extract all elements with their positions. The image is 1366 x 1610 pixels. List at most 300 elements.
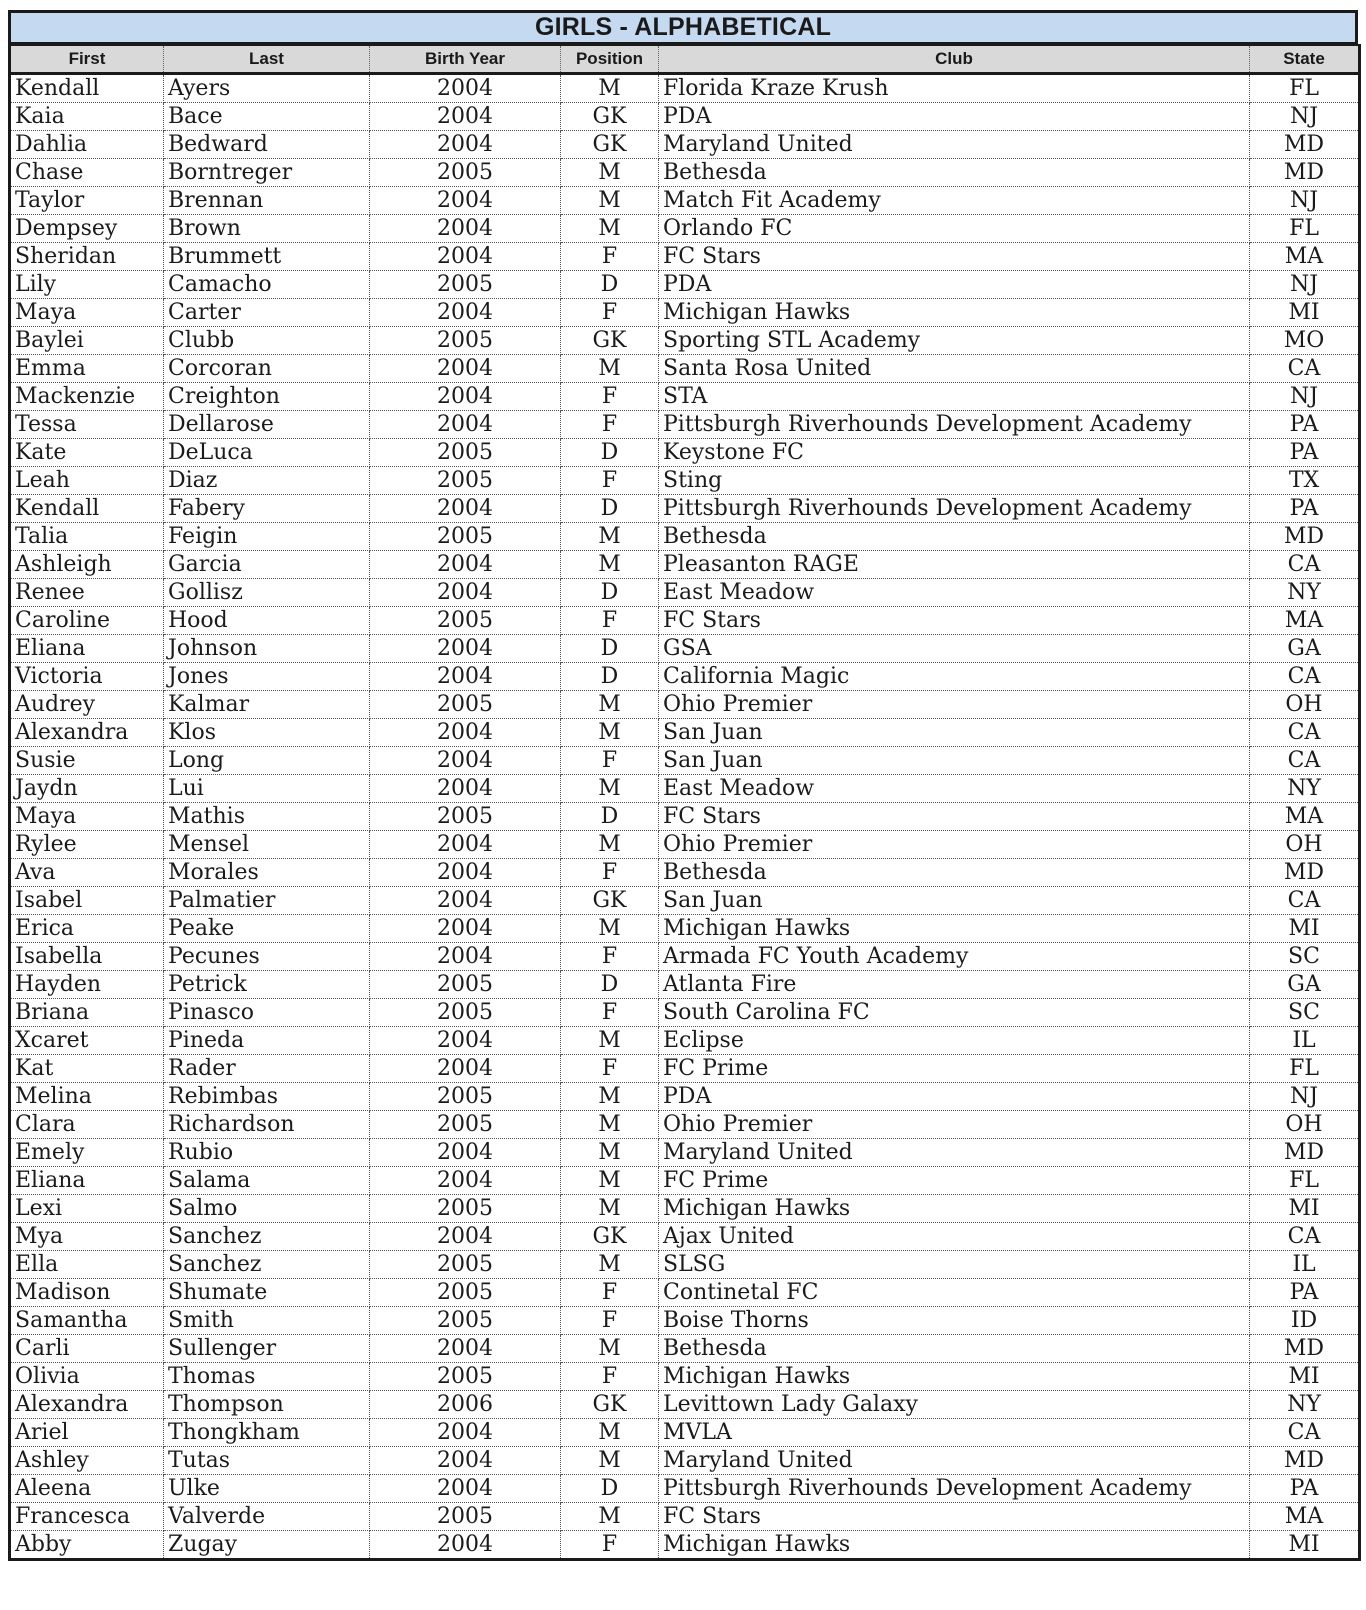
table-row — [10, 159, 1360, 187]
cell-state: SC — [1250, 999, 1360, 1027]
cell-position: D — [561, 439, 659, 467]
cell-last: Fabery — [164, 495, 370, 523]
cell-club: STA — [659, 383, 1250, 411]
cell-position: F — [561, 1363, 659, 1391]
cell-first: Ella — [10, 1251, 164, 1279]
cell-last: Klos — [164, 719, 370, 747]
cell-position: M — [561, 355, 659, 383]
table-row — [10, 1335, 1360, 1363]
cell-position: M — [561, 1251, 659, 1279]
cell-position: F — [561, 243, 659, 271]
cell-birth-year: 2005 — [370, 1363, 561, 1391]
cell-birth-year: 2004 — [370, 915, 561, 943]
cell-birth-year: 2005 — [370, 1195, 561, 1223]
cell-first: Emely — [10, 1139, 164, 1167]
cell-position: M — [561, 1139, 659, 1167]
cell-first: Talia — [10, 523, 164, 551]
cell-last: Johnson — [164, 635, 370, 663]
cell-birth-year: 2004 — [370, 103, 561, 131]
cell-club: Ohio Premier — [659, 1111, 1250, 1139]
cell-state: IL — [1250, 1251, 1360, 1279]
cell-state: NJ — [1250, 103, 1360, 131]
cell-state: NJ — [1250, 187, 1360, 215]
table-row — [10, 1223, 1360, 1251]
cell-state: MI — [1250, 1195, 1360, 1223]
cell-state: MD — [1250, 523, 1360, 551]
cell-birth-year: 2004 — [370, 1475, 561, 1503]
cell-club: Pleasanton RAGE — [659, 551, 1250, 579]
cell-first: Lexi — [10, 1195, 164, 1223]
cell-birth-year: 2004 — [370, 719, 561, 747]
cell-first: Clara — [10, 1111, 164, 1139]
cell-last: Morales — [164, 859, 370, 887]
table-row — [10, 215, 1360, 243]
cell-position: M — [561, 775, 659, 803]
cell-birth-year: 2005 — [370, 1279, 561, 1307]
cell-last: Diaz — [164, 467, 370, 495]
cell-last: Gollisz — [164, 579, 370, 607]
cell-last: Mathis — [164, 803, 370, 831]
cell-club: Michigan Hawks — [659, 1195, 1250, 1223]
cell-birth-year: 2004 — [370, 1027, 561, 1055]
cell-last: Shumate — [164, 1279, 370, 1307]
cell-last: Salmo — [164, 1195, 370, 1223]
cell-club: FC Stars — [659, 803, 1250, 831]
table-row — [10, 551, 1360, 579]
cell-first: Isabel — [10, 887, 164, 915]
table-row — [10, 355, 1360, 383]
cell-birth-year: 2004 — [370, 1139, 561, 1167]
cell-birth-year: 2005 — [370, 971, 561, 999]
cell-club: PDA — [659, 271, 1250, 299]
cell-club: FC Stars — [659, 1503, 1250, 1531]
cell-last: Pecunes — [164, 943, 370, 971]
cell-birth-year: 2004 — [370, 1223, 561, 1251]
column-header-birth-year: Birth Year — [370, 45, 561, 74]
cell-state: MI — [1250, 299, 1360, 327]
cell-position: M — [561, 1083, 659, 1111]
cell-birth-year: 2004 — [370, 1055, 561, 1083]
cell-state: NJ — [1250, 383, 1360, 411]
cell-club: Ohio Premier — [659, 831, 1250, 859]
cell-last: Feigin — [164, 523, 370, 551]
cell-first: Kendall — [10, 74, 164, 103]
cell-birth-year: 2005 — [370, 1083, 561, 1111]
table-row — [10, 495, 1360, 523]
table-row — [10, 999, 1360, 1027]
cell-first: Victoria — [10, 663, 164, 691]
cell-first: Melina — [10, 1083, 164, 1111]
cell-first: Kendall — [10, 495, 164, 523]
cell-club: Bethesda — [659, 1335, 1250, 1363]
cell-first: Emma — [10, 355, 164, 383]
cell-first: Dempsey — [10, 215, 164, 243]
cell-first: Maya — [10, 803, 164, 831]
cell-club: FC Prime — [659, 1167, 1250, 1195]
cell-birth-year: 2004 — [370, 775, 561, 803]
cell-position: M — [561, 719, 659, 747]
cell-birth-year: 2004 — [370, 1167, 561, 1195]
cell-position: F — [561, 999, 659, 1027]
cell-position: M — [561, 187, 659, 215]
cell-club: Keystone FC — [659, 439, 1250, 467]
cell-position: GK — [561, 887, 659, 915]
cell-club: FC Stars — [659, 607, 1250, 635]
cell-club: Florida Kraze Krush — [659, 74, 1250, 103]
cell-position: M — [561, 1419, 659, 1447]
cell-first: Isabella — [10, 943, 164, 971]
table-row — [10, 1055, 1360, 1083]
cell-birth-year: 2004 — [370, 579, 561, 607]
cell-birth-year: 2004 — [370, 663, 561, 691]
cell-first: Olivia — [10, 1363, 164, 1391]
cell-club: FC Prime — [659, 1055, 1250, 1083]
cell-first: Lily — [10, 271, 164, 299]
cell-birth-year: 2005 — [370, 159, 561, 187]
cell-birth-year: 2004 — [370, 943, 561, 971]
cell-first: Ava — [10, 859, 164, 887]
cell-first: Samantha — [10, 1307, 164, 1335]
cell-club: South Carolina FC — [659, 999, 1250, 1027]
cell-position: D — [561, 803, 659, 831]
cell-position: M — [561, 1447, 659, 1475]
cell-club: SLSG — [659, 1251, 1250, 1279]
cell-club: FC Stars — [659, 243, 1250, 271]
table-row — [10, 607, 1360, 635]
cell-first: Alexandra — [10, 1391, 164, 1419]
cell-state: MD — [1250, 159, 1360, 187]
cell-position: M — [561, 1503, 659, 1531]
table-row — [10, 859, 1360, 887]
table-row — [10, 775, 1360, 803]
cell-last: Brummett — [164, 243, 370, 271]
cell-last: Brennan — [164, 187, 370, 215]
table-row — [10, 299, 1360, 327]
cell-first: Jaydn — [10, 775, 164, 803]
cell-club: Ohio Premier — [659, 691, 1250, 719]
cell-position: F — [561, 1531, 659, 1560]
cell-birth-year: 2004 — [370, 1447, 561, 1475]
table-row — [10, 1027, 1360, 1055]
cell-club: Michigan Hawks — [659, 299, 1250, 327]
cell-birth-year: 2004 — [370, 1419, 561, 1447]
cell-last: Rader — [164, 1055, 370, 1083]
cell-last: Corcoran — [164, 355, 370, 383]
cell-position: F — [561, 747, 659, 775]
cell-state: MA — [1250, 1503, 1360, 1531]
cell-birth-year: 2005 — [370, 999, 561, 1027]
cell-last: Pineda — [164, 1027, 370, 1055]
table-row — [10, 1447, 1360, 1475]
cell-birth-year: 2005 — [370, 691, 561, 719]
cell-last: Bedward — [164, 131, 370, 159]
cell-club: Santa Rosa United — [659, 355, 1250, 383]
cell-first: Maya — [10, 299, 164, 327]
cell-state: NJ — [1250, 271, 1360, 299]
cell-last: Petrick — [164, 971, 370, 999]
cell-club: Michigan Hawks — [659, 1363, 1250, 1391]
cell-position: F — [561, 411, 659, 439]
cell-first: Ariel — [10, 1419, 164, 1447]
cell-state: PA — [1250, 1475, 1360, 1503]
cell-position: D — [561, 971, 659, 999]
cell-last: Rubio — [164, 1139, 370, 1167]
cell-position: F — [561, 1307, 659, 1335]
table-row — [10, 1307, 1360, 1335]
cell-birth-year: 2004 — [370, 747, 561, 775]
table-row — [10, 131, 1360, 159]
cell-birth-year: 2004 — [370, 131, 561, 159]
cell-club: California Magic — [659, 663, 1250, 691]
table-row — [10, 74, 1360, 103]
table-row — [10, 1475, 1360, 1503]
cell-state: MI — [1250, 915, 1360, 943]
cell-state: GA — [1250, 635, 1360, 663]
cell-position: M — [561, 551, 659, 579]
cell-club: MVLA — [659, 1419, 1250, 1447]
cell-first: Kaia — [10, 103, 164, 131]
cell-club: Pittsburgh Riverhounds Development Academy — [659, 495, 1250, 523]
cell-club: Pittsburgh Riverhounds Development Academy — [659, 1475, 1250, 1503]
table-row — [10, 971, 1360, 999]
cell-position: M — [561, 915, 659, 943]
cell-state: NY — [1250, 775, 1360, 803]
cell-club: San Juan — [659, 887, 1250, 915]
cell-position: F — [561, 467, 659, 495]
cell-last: Carter — [164, 299, 370, 327]
cell-birth-year: 2004 — [370, 635, 561, 663]
cell-first: Dahlia — [10, 131, 164, 159]
cell-state: MD — [1250, 859, 1360, 887]
table-row — [10, 1391, 1360, 1419]
cell-club: Bethesda — [659, 159, 1250, 187]
table-row — [10, 579, 1360, 607]
cell-birth-year: 2004 — [370, 243, 561, 271]
cell-first: Ashleigh — [10, 551, 164, 579]
cell-state: MA — [1250, 607, 1360, 635]
cell-club: PDA — [659, 103, 1250, 131]
cell-state: MA — [1250, 243, 1360, 271]
cell-first: Audrey — [10, 691, 164, 719]
cell-club: Sting — [659, 467, 1250, 495]
cell-position: D — [561, 271, 659, 299]
column-header-position: Position — [561, 45, 659, 74]
cell-state: MI — [1250, 1531, 1360, 1560]
table-row — [10, 411, 1360, 439]
cell-position: D — [561, 579, 659, 607]
cell-last: Thompson — [164, 1391, 370, 1419]
cell-first: Caroline — [10, 607, 164, 635]
cell-state: MD — [1250, 1139, 1360, 1167]
cell-position: M — [561, 831, 659, 859]
cell-state: GA — [1250, 971, 1360, 999]
cell-state: NJ — [1250, 1083, 1360, 1111]
cell-position: M — [561, 74, 659, 103]
cell-state: CA — [1250, 355, 1360, 383]
table-row — [10, 1167, 1360, 1195]
cell-club: San Juan — [659, 747, 1250, 775]
cell-first: Madison — [10, 1279, 164, 1307]
cell-state: FL — [1250, 1055, 1360, 1083]
cell-last: Borntreger — [164, 159, 370, 187]
cell-birth-year: 2005 — [370, 803, 561, 831]
cell-birth-year: 2004 — [370, 495, 561, 523]
cell-last: Pinasco — [164, 999, 370, 1027]
table-row — [10, 1195, 1360, 1223]
table-row — [10, 1503, 1360, 1531]
cell-last: Peake — [164, 915, 370, 943]
cell-last: Salama — [164, 1167, 370, 1195]
cell-state: SC — [1250, 943, 1360, 971]
cell-state: PA — [1250, 411, 1360, 439]
cell-state: NY — [1250, 1391, 1360, 1419]
cell-position: M — [561, 1167, 659, 1195]
cell-club: Levittown Lady Galaxy — [659, 1391, 1250, 1419]
cell-first: Eliana — [10, 1167, 164, 1195]
cell-first: Taylor — [10, 187, 164, 215]
cell-first: Kate — [10, 439, 164, 467]
roster-table — [8, 44, 1361, 1561]
cell-last: Thomas — [164, 1363, 370, 1391]
cell-birth-year: 2005 — [370, 439, 561, 467]
cell-club: Bethesda — [659, 523, 1250, 551]
cell-last: Lui — [164, 775, 370, 803]
cell-position: D — [561, 635, 659, 663]
sheet-title: GIRLS - ALPHABETICAL — [8, 10, 1358, 44]
cell-state: PA — [1250, 439, 1360, 467]
cell-club: East Meadow — [659, 775, 1250, 803]
cell-position: M — [561, 1027, 659, 1055]
cell-birth-year: 2004 — [370, 215, 561, 243]
table-row — [10, 1251, 1360, 1279]
cell-birth-year: 2005 — [370, 1251, 561, 1279]
table-row — [10, 887, 1360, 915]
cell-first: Alexandra — [10, 719, 164, 747]
table-row — [10, 831, 1360, 859]
cell-state: OH — [1250, 831, 1360, 859]
cell-last: Dellarose — [164, 411, 370, 439]
cell-club: Ajax United — [659, 1223, 1250, 1251]
cell-first: Briana — [10, 999, 164, 1027]
column-header-club: Club — [659, 45, 1250, 74]
table-row — [10, 1279, 1360, 1307]
cell-club: Michigan Hawks — [659, 915, 1250, 943]
cell-state: MA — [1250, 803, 1360, 831]
cell-last: Valverde — [164, 1503, 370, 1531]
cell-club: Armada FC Youth Academy — [659, 943, 1250, 971]
cell-last: Rebimbas — [164, 1083, 370, 1111]
table-row — [10, 1111, 1360, 1139]
cell-state: MD — [1250, 1335, 1360, 1363]
cell-birth-year: 2004 — [370, 1335, 561, 1363]
cell-state: IL — [1250, 1027, 1360, 1055]
cell-last: Sullenger — [164, 1335, 370, 1363]
cell-last: Sanchez — [164, 1223, 370, 1251]
cell-position: D — [561, 495, 659, 523]
table-row — [10, 1139, 1360, 1167]
table-row — [10, 243, 1360, 271]
cell-first: Aleena — [10, 1475, 164, 1503]
cell-position: GK — [561, 1223, 659, 1251]
cell-birth-year: 2005 — [370, 467, 561, 495]
cell-state: CA — [1250, 1419, 1360, 1447]
column-header-last: Last — [164, 45, 370, 74]
cell-club: Eclipse — [659, 1027, 1250, 1055]
cell-birth-year: 2005 — [370, 523, 561, 551]
column-header-first: First — [10, 45, 164, 74]
column-header-state: State — [1250, 45, 1360, 74]
table-row — [10, 439, 1360, 467]
cell-state: MD — [1250, 131, 1360, 159]
cell-club: East Meadow — [659, 579, 1250, 607]
cell-position: M — [561, 159, 659, 187]
cell-position: F — [561, 943, 659, 971]
cell-birth-year: 2005 — [370, 327, 561, 355]
cell-last: DeLuca — [164, 439, 370, 467]
cell-last: Ulke — [164, 1475, 370, 1503]
cell-state: CA — [1250, 719, 1360, 747]
cell-last: Kalmar — [164, 691, 370, 719]
cell-first: Chase — [10, 159, 164, 187]
cell-state: CA — [1250, 663, 1360, 691]
cell-birth-year: 2004 — [370, 551, 561, 579]
cell-first: Baylei — [10, 327, 164, 355]
table-row — [10, 1419, 1360, 1447]
cell-birth-year: 2006 — [370, 1391, 561, 1419]
cell-club: Sporting STL Academy — [659, 327, 1250, 355]
table-row — [10, 747, 1360, 775]
cell-state: FL — [1250, 215, 1360, 243]
cell-last: Clubb — [164, 327, 370, 355]
cell-club: Maryland United — [659, 1447, 1250, 1475]
cell-last: Mensel — [164, 831, 370, 859]
cell-last: Long — [164, 747, 370, 775]
cell-position: M — [561, 1335, 659, 1363]
cell-state: CA — [1250, 551, 1360, 579]
cell-birth-year: 2004 — [370, 299, 561, 327]
cell-position: M — [561, 1111, 659, 1139]
cell-state: CA — [1250, 887, 1360, 915]
cell-state: FL — [1250, 1167, 1360, 1195]
cell-state: CA — [1250, 1223, 1360, 1251]
cell-first: Francesca — [10, 1503, 164, 1531]
cell-birth-year: 2004 — [370, 831, 561, 859]
cell-state: NY — [1250, 579, 1360, 607]
cell-last: Thongkham — [164, 1419, 370, 1447]
cell-club: Maryland United — [659, 131, 1250, 159]
table-row — [10, 103, 1360, 131]
cell-last: Bace — [164, 103, 370, 131]
cell-position: F — [561, 859, 659, 887]
cell-state: MO — [1250, 327, 1360, 355]
cell-first: Ashley — [10, 1447, 164, 1475]
table-row — [10, 915, 1360, 943]
cell-birth-year: 2004 — [370, 411, 561, 439]
cell-last: Camacho — [164, 271, 370, 299]
cell-position: M — [561, 1195, 659, 1223]
cell-club: Atlanta Fire — [659, 971, 1250, 999]
cell-birth-year: 2004 — [370, 187, 561, 215]
cell-state: OH — [1250, 1111, 1360, 1139]
table-row — [10, 467, 1360, 495]
cell-last: Zugay — [164, 1531, 370, 1560]
cell-first: Mackenzie — [10, 383, 164, 411]
cell-position: F — [561, 299, 659, 327]
table-row — [10, 1363, 1360, 1391]
table-row — [10, 943, 1360, 971]
cell-club: Match Fit Academy — [659, 187, 1250, 215]
cell-birth-year: 2004 — [370, 383, 561, 411]
